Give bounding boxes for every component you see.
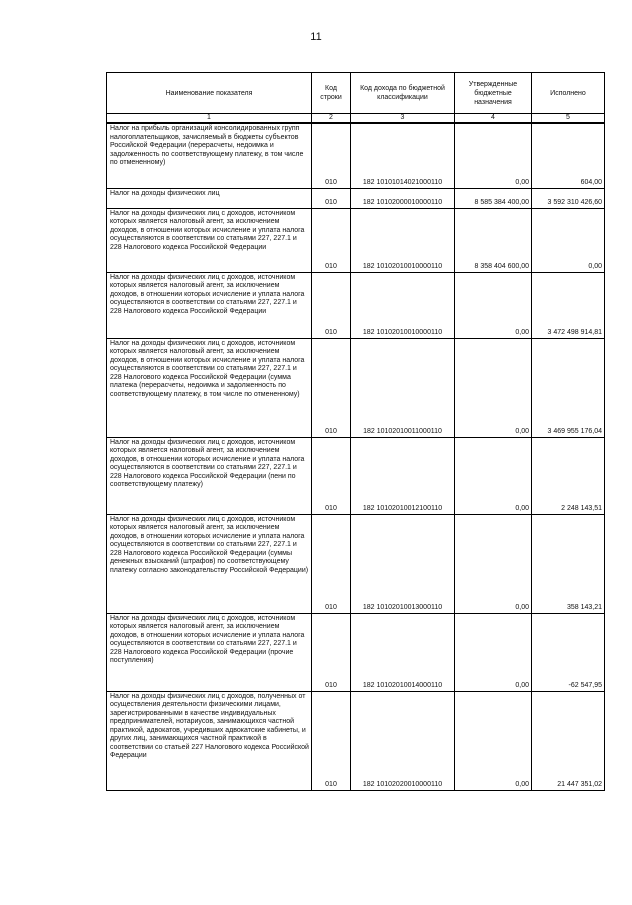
- executed-amount: 0,00: [532, 208, 605, 272]
- executed-amount: 3 469 955 176,04: [532, 338, 605, 437]
- page-number: 11: [310, 31, 322, 43]
- table-row: [107, 208, 605, 272]
- income-code: 182 10101014021000110: [351, 123, 455, 188]
- header-indicator-name: Наименование показателя: [107, 73, 312, 114]
- executed-amount: 21 447 351,02: [532, 691, 605, 790]
- line-code: 010: [312, 208, 351, 272]
- table-row: [107, 123, 605, 188]
- approved-amount: 0,00: [455, 437, 532, 514]
- line-code: 010: [312, 188, 351, 208]
- indicator-name: Налог на доходы физических лиц с доходов, источником которых является налоговый агент, за исключением доходов, в отношении которых исчисление и уплата налога осуществляются в соответствии со статьями 227, 227.1 и 228 Налогового кодекса Российской Федерации: [107, 272, 312, 338]
- indicator-name: Налог на доходы физических лиц с доходов, источником которых является налоговый агент, за исключением доходов, в отношении которых исчисление и уплата налога осуществляются в соответствии со статьями 227, 227.1 и 228 Налогового кодекса Российской Федерации (суммы денежных взысканий (штрафов) по соответствующему платежу согласно законодательству Российской Федерации): [107, 514, 312, 613]
- executed-amount: 3 472 498 914,81: [532, 272, 605, 338]
- income-code: 182 10102010011000110: [351, 338, 455, 437]
- indicator-name: Налог на прибыль организаций консолидированных групп налогоплательщиков, зачисляемый в бюджеты субъектов Российской Федерации (перерасчеты, недоимка и задолженность по соответствующему платежу, в том числе по отмененному): [107, 123, 312, 188]
- approved-amount: 0,00: [455, 613, 532, 691]
- table-row: [107, 437, 605, 514]
- line-code: 010: [312, 123, 351, 188]
- header-income-code: Код дохода по бюджетной классификации: [351, 73, 455, 114]
- line-code: 010: [312, 437, 351, 514]
- income-code: 182 10102010013000110: [351, 514, 455, 613]
- income-code: 182 10102020010000110: [351, 691, 455, 790]
- column-number: 1: [107, 114, 312, 124]
- approved-amount: 0,00: [455, 338, 532, 437]
- income-code: 182 10102000010000110: [351, 188, 455, 208]
- approved-amount: 0,00: [455, 272, 532, 338]
- budget-execution-table: [106, 72, 605, 791]
- indicator-name: Налог на доходы физических лиц с доходов, источником которых является налоговый агент, за исключением доходов, в отношении которых исчисление и уплата налога осуществляются в соответствии со статьями 227, 227.1 и 228 Налогового кодекса Российской Федерации (пени по соответствующему платежу): [107, 437, 312, 514]
- indicator-name: Налог на доходы физических лиц с доходов, источником которых является налоговый агент, за исключением доходов, в отношении которых исчисление и уплата налога осуществляются в соответствии со статьями 227, 227.1 и 228 Налогового кодекса Российской Федерации (прочие поступления): [107, 613, 312, 691]
- column-number: 4: [455, 114, 532, 124]
- line-code: 010: [312, 272, 351, 338]
- header-executed: Исполнено: [532, 73, 605, 114]
- column-number: 5: [532, 114, 605, 124]
- table-row: [107, 691, 605, 790]
- line-code: 010: [312, 613, 351, 691]
- income-code: 182 10102010012100110: [351, 437, 455, 514]
- line-code: 010: [312, 514, 351, 613]
- indicator-name: Налог на доходы физических лиц с доходов, источником которых является налоговый агент, за исключением доходов, в отношении которых исчисление и уплата налога осуществляются в соответствии со статьями 227, 227.1 и 228 Налогового кодекса Российской Федерации (сумма платежа (перерасчеты, недоимка и задолженность по соответствующему платежу, в том числе по отмененному): [107, 338, 312, 437]
- table-body: [107, 123, 605, 790]
- header-line-code: Код строки: [312, 73, 351, 114]
- line-code: 010: [312, 338, 351, 437]
- income-code: 182 10102010010000110: [351, 272, 455, 338]
- indicator-name: Налог на доходы физических лиц: [107, 188, 312, 208]
- approved-amount: 0,00: [455, 691, 532, 790]
- table-row: [107, 613, 605, 691]
- indicator-name: Налог на доходы физических лиц с доходов, источником которых является налоговый агент, за исключением доходов, в отношении которых исчисление и уплата налога осуществляются в соответствии со статьями 227, 227.1 и 228 Налогового кодекса Российской Федерации: [107, 208, 312, 272]
- indicator-name: Налог на доходы физических лиц с доходов, полученных от осуществления деятельности физическими лицами, зарегистрированными в качестве индивидуальных предпринимателей, нотариусов, занимающихся частной практикой, адвокатов, учредивших адвокатские кабинеты, и других лиц, занимающихся частной практикой в соответствии со статьей 227 Налогового кодекса Российской Федерации: [107, 691, 312, 790]
- table-row: [107, 272, 605, 338]
- table-header: [107, 73, 605, 124]
- column-number: 2: [312, 114, 351, 124]
- header-approved-budget: Утвержденные бюджетные назначения: [455, 73, 532, 114]
- table-row: [107, 338, 605, 437]
- approved-amount: 8 585 384 400,00: [455, 188, 532, 208]
- line-code: 010: [312, 691, 351, 790]
- executed-amount: 2 248 143,51: [532, 437, 605, 514]
- table-row: [107, 514, 605, 613]
- table-row: [107, 188, 605, 208]
- approved-amount: 0,00: [455, 123, 532, 188]
- executed-amount: 604,00: [532, 123, 605, 188]
- approved-amount: 8 358 404 600,00: [455, 208, 532, 272]
- income-code: 182 10102010010000110: [351, 208, 455, 272]
- column-number: 3: [351, 114, 455, 124]
- income-code: 182 10102010014000110: [351, 613, 455, 691]
- approved-amount: 0,00: [455, 514, 532, 613]
- executed-amount: 3 592 310 426,60: [532, 188, 605, 208]
- executed-amount: -62 547,95: [532, 613, 605, 691]
- executed-amount: 358 143,21: [532, 514, 605, 613]
